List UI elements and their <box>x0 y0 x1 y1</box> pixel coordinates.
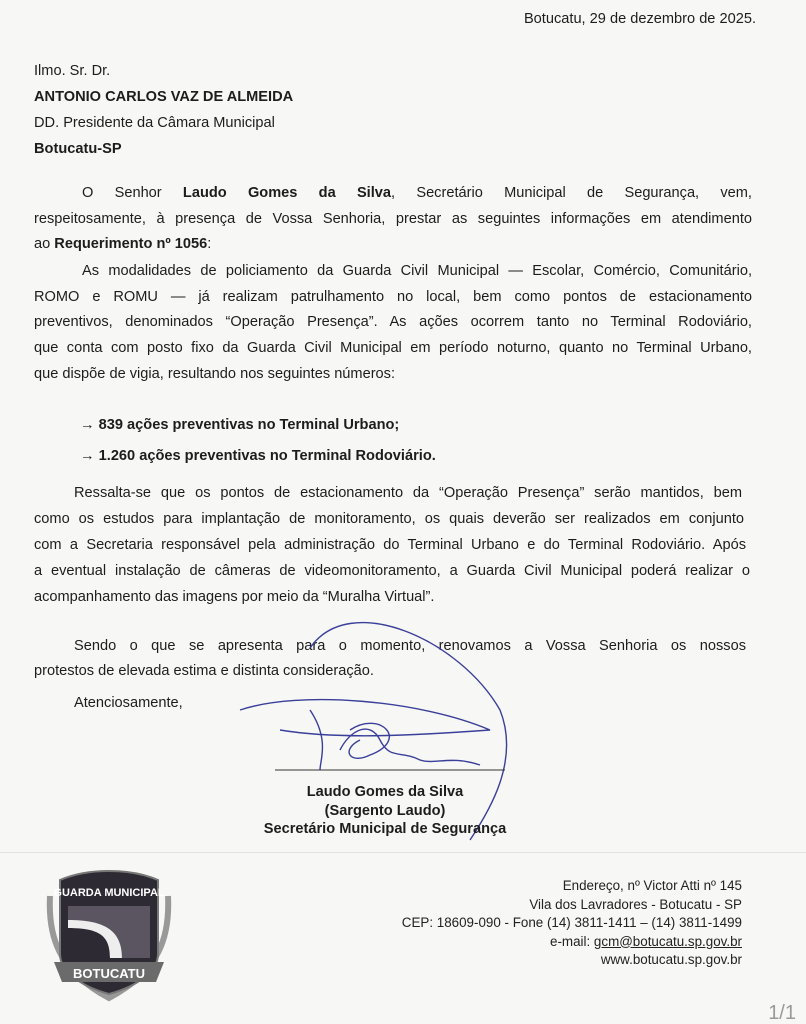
paragraph-2-line: que conta com posto fixo da Guarda Civil Municipal em período noturno, quanto no Terminal Urbano, <box>34 340 752 356</box>
footer-email-line: e-mail: gcm@botucatu.sp.gov.br <box>550 933 742 949</box>
bullet-terminal-rodoviario: → 1.260 ações preventivas no Terminal Rodoviário. <box>80 448 436 464</box>
signatory-title: Secretário Municipal de Segurança <box>263 821 507 837</box>
paragraph-2-line: As modalidades de policiamento da Guarda Civil Municipal — Escolar, Comércio, Comunitário, <box>82 263 752 279</box>
signatory-name: Laudo Gomes da Silva <box>306 784 464 800</box>
recipient-role: DD. Presidente da Câmara Municipal <box>34 115 275 131</box>
letter-date: Botucatu, 29 de dezembro de 2025. <box>523 11 756 27</box>
paragraph-4-line: Sendo o que se apresenta para o momento, renovamos a Vossa Senhoria os nossos <box>74 638 746 654</box>
bullet-terminal-urbano: → 839 ações preventivas no Terminal Urbano; <box>80 417 400 433</box>
paragraph-3-line: a eventual instalação de câmeras de videomonitoramento, a Guarda Civil Municipal poderá realizar o <box>34 563 750 579</box>
paragraph-2-line: que dispõe de vigia, resultando nos seguintes números: <box>34 366 396 382</box>
footer-address-line: Vila dos Lavradores - Botucatu - SP <box>529 896 742 912</box>
paragraph-3-line: acompanhamento das imagens por meio da “Muralha Virtual”. <box>34 589 435 605</box>
paragraph-3-line: como os estudos para implantação de monitoramento, os quais deverão ser realizados em conjunto <box>34 511 744 527</box>
closing: Atenciosamente, <box>74 695 183 711</box>
footer-address-line: Endereço, nº Victor Atti nº 145 <box>562 878 742 893</box>
logo-bottom-text: BOTUCATU <box>73 966 145 981</box>
paragraph-4-line: protestos de elevada estima e distinta consideração. <box>34 663 374 679</box>
paragraph-2-line: ROMO e ROMU — já realizam patrulhamento no local, bem como pontos de estacionamento <box>34 289 752 305</box>
paragraph-1-line: respeitosamente, à presença de Vossa Senhoria, prestar as seguintes informações em atendimento <box>34 211 752 227</box>
paragraph-2-line: preventivos, denominados “Operação Presença”. As ações ocorrem tanto no Terminal Rodoviário, <box>34 314 752 330</box>
paragraph-1-line: ao Requerimento nº 1056: <box>34 236 212 252</box>
recipient-salutation: Ilmo. Sr. Dr. <box>34 63 111 79</box>
signatory-nickname: (Sargento Laudo) <box>324 803 446 819</box>
footer-contact <box>402 877 742 970</box>
guarda-municipal-logo <box>38 866 180 1002</box>
footer-email-link[interactable]: gcm@botucatu.sp.gov.br <box>593 933 742 949</box>
footer-phone: CEP: 18609-090 - Fone (14) 3811-1411 – (14) 3811-1499 <box>401 915 742 930</box>
recipient-name: ANTONIO CARLOS VAZ DE ALMEIDA <box>34 89 294 105</box>
footer-divider <box>0 852 806 853</box>
paragraph-1-line: O Senhor Laudo Gomes da Silva, Secretário Municipal de Segurança, vem, <box>82 185 752 201</box>
paragraph-3-line: Ressalta-se que os pontos de estacionamento da “Operação Presença” serão mantidos, bem <box>74 485 742 501</box>
recipient-city: Botucatu-SP <box>34 141 122 157</box>
logo-top-text: GUARDA MUNICIPAL <box>53 887 165 899</box>
paragraph-3-line: com a Secretaria responsável pela administração do Terminal Urbano e do Terminal Rodoviário. Após <box>34 537 746 553</box>
page-indicator: 1/1 <box>768 1002 796 1024</box>
footer-website[interactable]: www.botucatu.sp.gov.br <box>600 952 742 967</box>
